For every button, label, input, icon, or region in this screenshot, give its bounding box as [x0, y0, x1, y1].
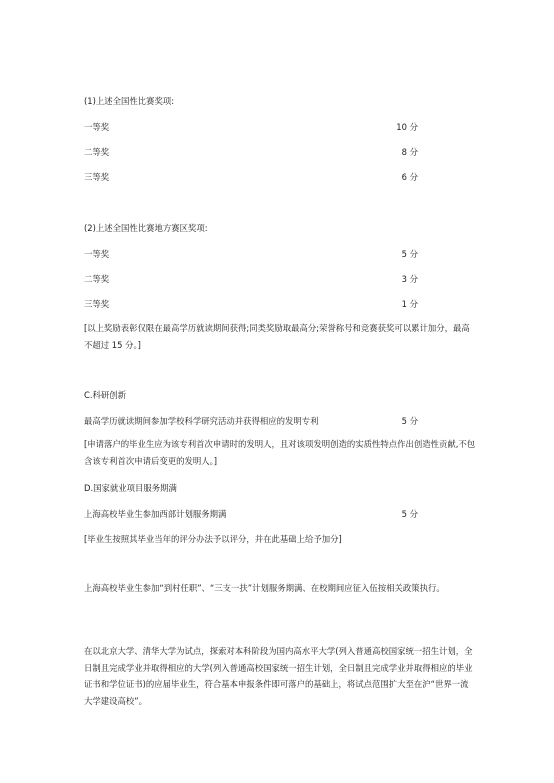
western-plan-label: 上海高校毕业生参加西部计划服务期满 [84, 509, 227, 519]
village-program-paragraph: 上海高校毕业生参加“到村任职”、“三支一扶”计划服务期满、在校期间应征入伍按相关政策执行。 [84, 583, 445, 593]
award-first-label: 一等奖 [84, 122, 110, 132]
section-c-heading: C.科研创新 [84, 390, 127, 400]
regional-third-score: 1 分 [401, 299, 418, 309]
regional-second-label: 二等奖 [84, 274, 110, 284]
awards-note: [以上奖励表彰仅限在最高学历就读期间获得;同类奖励取最高分;荣誉称号和竞赛获奖可以累计加分，最高不超过 15 分。] [84, 323, 470, 350]
section-d-heading: D.国家就业项目服务期满 [84, 483, 177, 493]
patent-label: 最高学历就读期间参加学校科学研究活动并获得相应的发明专利 [84, 416, 319, 426]
patent-note: [申请落户的毕业生应为该专利首次申请时的发明人，且对该项发明创造的实质性特点作出创造性贡献,不包含该专利首次申请后变更的发明人。] [84, 439, 476, 466]
patent-score: 5 分 [401, 416, 418, 426]
western-plan-score: 5 分 [401, 509, 418, 519]
regional-first-score: 5 分 [401, 249, 418, 259]
regional-second-score: 3 分 [401, 274, 418, 284]
regional-first-label: 一等奖 [84, 249, 110, 259]
award-third-score: 6 分 [401, 172, 418, 182]
western-plan-note: [毕业生按照其毕业当年的评分办法予以评分，并在此基础上给予加分] [84, 534, 342, 544]
award-third-label: 三等奖 [84, 172, 110, 182]
award-second-label: 二等奖 [84, 147, 110, 157]
regional-third-label: 三等奖 [84, 299, 110, 309]
award-second-score: 8 分 [401, 147, 418, 157]
award-first-score: 10 分 [396, 122, 418, 132]
pilot-policy-paragraph: 在以北京大学、清华大学为试点，探索对本科阶段为国内高水平大学(列入普通高校国家统一招生计划，全日制且完成学业并取得相应的大学(列入普通高校国家统一招生计划，全日制且完成学业并取得相应的毕业证书和学位证书)的应届毕业生，符合基本申报条件即可落户的基础上，将试点范围扩大至在沪“世界一流大学建设高校”。 [84, 646, 473, 706]
section-b2-heading: (2)上述全国性比赛地方赛区奖项: [84, 223, 208, 233]
section-b1-heading: (1)上述全国性比赛奖项: [84, 96, 175, 106]
